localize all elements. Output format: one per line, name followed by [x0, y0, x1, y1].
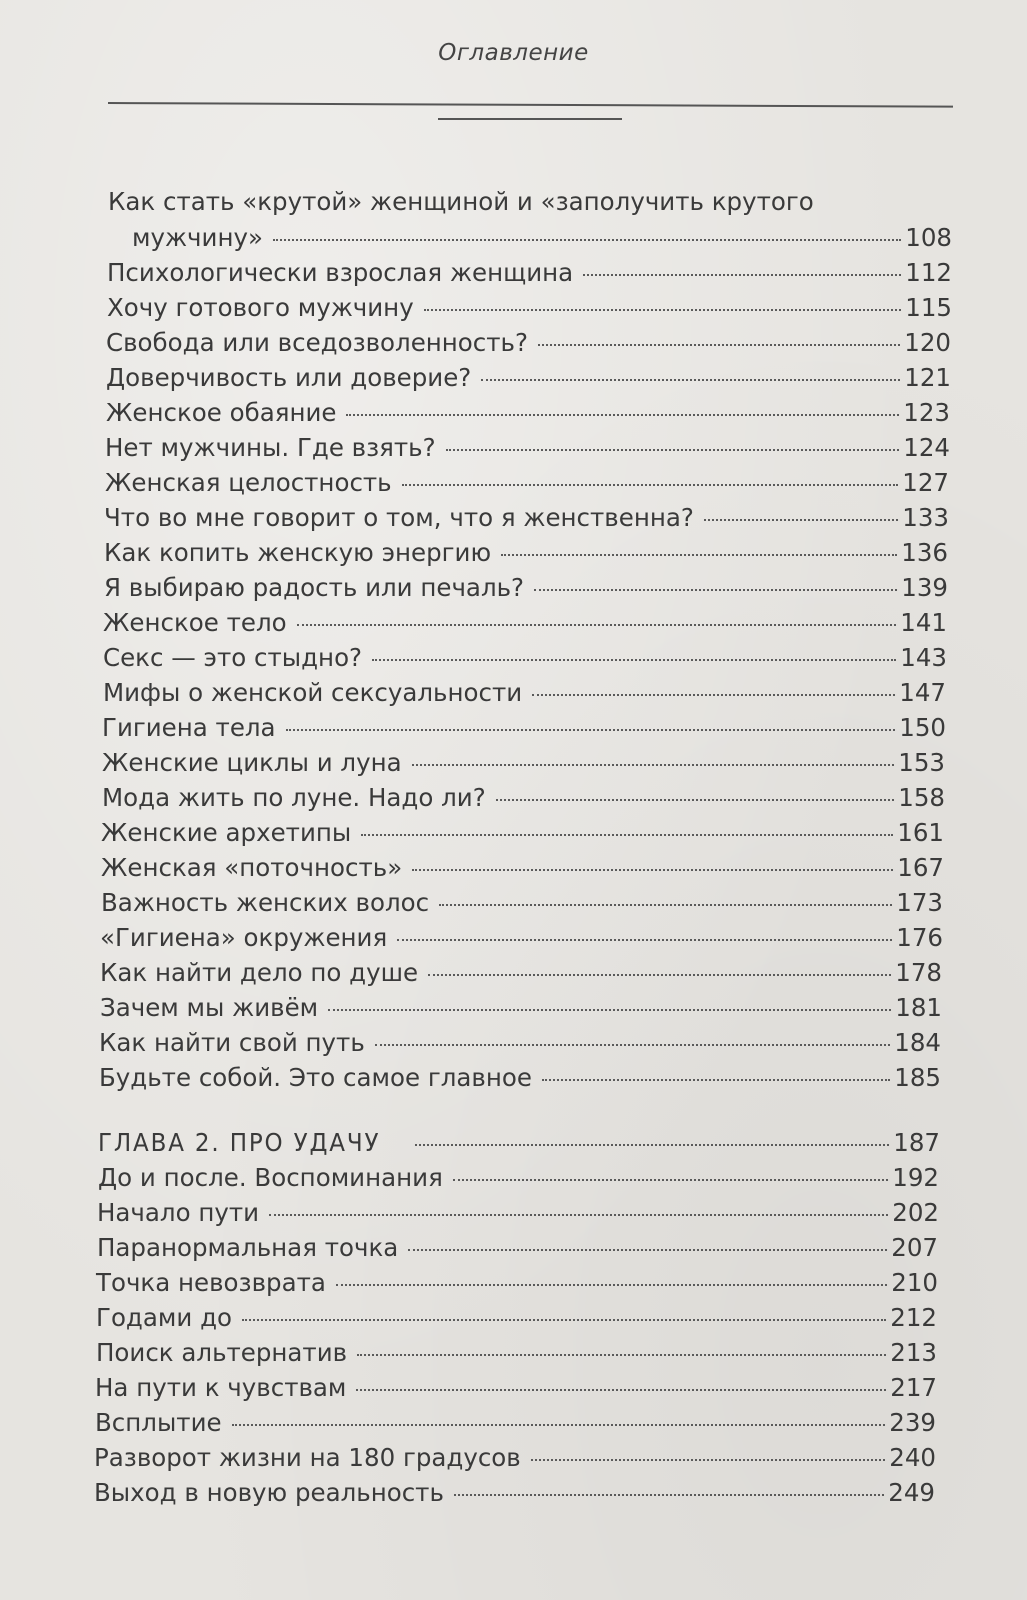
toc-entry-page: 147 [899, 678, 946, 707]
toc-entry-title: Доверчивость или доверие? [106, 363, 472, 392]
toc-entry[interactable] [102, 713, 946, 745]
toc-entry-title: Женские циклы и луна [102, 748, 402, 777]
running-head: Оглавление [438, 40, 589, 66]
toc-entry-title: Психологически взрослая женщина [107, 258, 574, 287]
dot-leader [534, 589, 897, 591]
toc-entry[interactable] [105, 468, 949, 500]
dot-leader [361, 834, 893, 836]
toc-entry-page: 150 [899, 713, 946, 742]
toc-entry-page: 127 [902, 468, 949, 497]
dot-leader [538, 344, 900, 346]
toc-entry[interactable] [103, 643, 947, 675]
toc-entry-title: Гигиена тела [102, 713, 276, 742]
chapter-page: 187 [893, 1128, 940, 1157]
toc-entry-page: 178 [895, 958, 942, 987]
toc-entry-title: Нет мужчины. Где взять? [105, 433, 436, 462]
toc-entry[interactable] [101, 888, 943, 920]
dot-leader [501, 554, 897, 556]
toc-entry[interactable] [98, 1163, 939, 1195]
dot-leader [415, 1144, 889, 1146]
dot-leader [357, 1354, 886, 1356]
toc-entry-page: 249 [888, 1478, 935, 1507]
toc-entry-page: 207 [891, 1233, 938, 1262]
dot-leader [336, 1284, 887, 1286]
toc-entry-title: Годами до [96, 1303, 233, 1332]
toc-entry-title-line1: Как стать «крутой» женщиной и «заполучить крутого [108, 187, 814, 216]
dot-leader [397, 939, 892, 941]
toc-entry-page: 123 [903, 398, 950, 427]
dot-leader [446, 449, 900, 451]
toc-entry[interactable] [99, 1028, 941, 1060]
dot-leader [273, 239, 901, 241]
toc-entry[interactable] [95, 1373, 937, 1405]
toc-entry-title: Разворот жизни на 180 градусов [94, 1443, 521, 1472]
dot-leader [372, 659, 896, 661]
dot-leader [428, 974, 891, 976]
toc-entry-page: 167 [897, 853, 944, 882]
toc-entry-title: мужчину» [132, 223, 263, 252]
dot-leader [412, 764, 895, 766]
dot-leader [375, 1044, 890, 1046]
toc-entry-page: 185 [894, 1063, 941, 1092]
toc-entry-page: 217 [890, 1373, 937, 1402]
toc-entry-title: Женское тело [103, 608, 287, 637]
toc-entry[interactable] [101, 818, 944, 850]
dot-leader [346, 414, 899, 416]
toc-entry[interactable] [101, 853, 944, 885]
toc-entry-page: 115 [905, 293, 952, 322]
toc-entry-title: Точка невозврата [96, 1268, 326, 1297]
toc-entry-page: 121 [904, 363, 951, 392]
toc-entry-title: Будьте собой. Это самое главное [99, 1063, 532, 1092]
toc-entry-page: 161 [897, 818, 944, 847]
toc-entry[interactable] [104, 538, 948, 570]
toc-entry-page: 124 [903, 433, 950, 462]
toc-chapter-heading[interactable] [98, 1128, 940, 1160]
toc-entry[interactable] [104, 573, 948, 605]
toc-entry[interactable] [100, 923, 943, 955]
toc-entry-page: 173 [896, 888, 943, 917]
toc-entry-page: 176 [896, 923, 943, 952]
toc-entry-page: 212 [890, 1303, 937, 1332]
toc-entry-title: Женские архетипы [101, 818, 352, 847]
dot-leader [583, 274, 901, 276]
toc-entry[interactable] [97, 1198, 939, 1230]
toc-entry-title: Хочу готового мужчину [107, 293, 414, 322]
dot-leader [297, 624, 897, 626]
toc-entry[interactable] [107, 293, 952, 325]
chapter-title: ГЛАВА 2. ПРО УДАЧУ [98, 1128, 381, 1157]
toc-entry-page: 158 [898, 783, 945, 812]
toc-entry-title: Как копить женскую энергию [104, 538, 492, 567]
toc-entry-page: 112 [905, 258, 952, 287]
toc-entry-title: Мифы о женской сексуальности [103, 678, 523, 707]
toc-entry[interactable] [104, 503, 949, 535]
toc-entry-title: Паранормальная точка [97, 1233, 399, 1262]
dot-leader [232, 1424, 886, 1426]
dot-leader [496, 799, 895, 801]
toc-entry-title: На пути к чувствам [95, 1373, 347, 1402]
dot-leader [454, 1494, 884, 1496]
toc-entry-title: Мода жить по луне. Надо ли? [102, 783, 486, 812]
toc-entry[interactable] [105, 433, 950, 465]
toc-entry-title: Что во мне говорит о том, что я женственна? [104, 503, 694, 532]
toc-entry-title: Как найти дело по душе [100, 958, 419, 987]
toc-entry-title: Женское обаяние [106, 398, 337, 427]
toc-entry[interactable] [102, 748, 945, 780]
toc-entry-title: Поиск альтернатив [96, 1338, 348, 1367]
toc-entry-title: Начало пути [97, 1198, 260, 1227]
toc-entry[interactable] [103, 608, 947, 640]
toc-entry[interactable] [100, 958, 942, 990]
toc-entry-title: Женская «поточность» [101, 853, 403, 882]
toc-entry[interactable] [103, 678, 946, 710]
toc-entry-title: Выход в новую реальность [94, 1478, 444, 1507]
dot-leader [286, 729, 896, 731]
toc-entry-page: 240 [889, 1443, 936, 1472]
toc-entry-title: Свобода или вседозволенность? [106, 328, 528, 357]
toc-entry-page: 143 [900, 643, 947, 672]
toc-entry-title: Важность женских волос [101, 888, 430, 917]
toc-entry[interactable] [96, 1303, 937, 1335]
toc-entry[interactable] [106, 363, 951, 395]
toc-entry[interactable] [94, 1443, 936, 1475]
toc-entry-title: До и после. Воспоминания [98, 1163, 443, 1192]
toc-entry[interactable] [99, 1063, 941, 1095]
toc-entry-page: 202 [892, 1198, 939, 1227]
toc-entry-title: Зачем мы живём [100, 993, 319, 1022]
dot-leader [532, 694, 895, 696]
dot-leader [704, 519, 898, 521]
dot-leader [412, 869, 893, 871]
dot-leader [531, 1459, 885, 1461]
dot-leader [328, 1009, 891, 1011]
toc-entry[interactable] [96, 1268, 938, 1300]
toc-entry-page: 133 [902, 503, 949, 532]
toc-entry-page: 184 [894, 1028, 941, 1057]
dot-leader [542, 1079, 890, 1081]
dot-leader [424, 309, 902, 311]
dot-leader [402, 484, 899, 486]
toc-entry-page: 192 [892, 1163, 939, 1192]
dot-leader [242, 1319, 886, 1321]
toc-entry-title: Всплытие [95, 1408, 222, 1437]
toc-entry[interactable] [96, 1338, 937, 1370]
toc-entry-page: 139 [901, 573, 948, 602]
toc-entry[interactable] [97, 1233, 938, 1265]
toc-entry-page: 108 [905, 223, 952, 252]
dot-leader [439, 904, 892, 906]
toc-entry-page: 239 [889, 1408, 936, 1437]
toc-entry[interactable] [106, 328, 951, 360]
toc-entry[interactable] [102, 783, 945, 815]
toc-entry-title: «Гигиена» окружения [100, 923, 388, 952]
toc-entry-title: Я выбираю радость или печаль? [104, 573, 525, 602]
toc-entry-page: 181 [895, 993, 942, 1022]
toc-entry-title: Как найти свой путь [99, 1028, 365, 1057]
dot-leader [269, 1214, 888, 1216]
toc-entry-title: Секс — это стыдно? [103, 643, 363, 672]
toc-entry[interactable] [94, 1478, 935, 1510]
dot-leader [481, 379, 900, 381]
toc-entry[interactable] [100, 993, 942, 1025]
toc-entry-page: 120 [904, 328, 951, 357]
toc-entry[interactable] [132, 223, 952, 255]
toc-entry-title: Женская целостность [105, 468, 392, 497]
toc-entry-page: 136 [901, 538, 948, 567]
dot-leader [408, 1249, 887, 1251]
toc-entry[interactable] [95, 1408, 936, 1440]
toc-entry-page: 213 [890, 1338, 937, 1367]
dot-leader [453, 1179, 888, 1181]
toc-entry[interactable] [107, 258, 952, 290]
toc-entry[interactable] [106, 398, 950, 430]
toc-entry-page: 153 [898, 748, 945, 777]
toc-entry-page: 141 [900, 608, 947, 637]
toc-entry-page: 210 [891, 1268, 938, 1297]
dot-leader [356, 1389, 886, 1391]
